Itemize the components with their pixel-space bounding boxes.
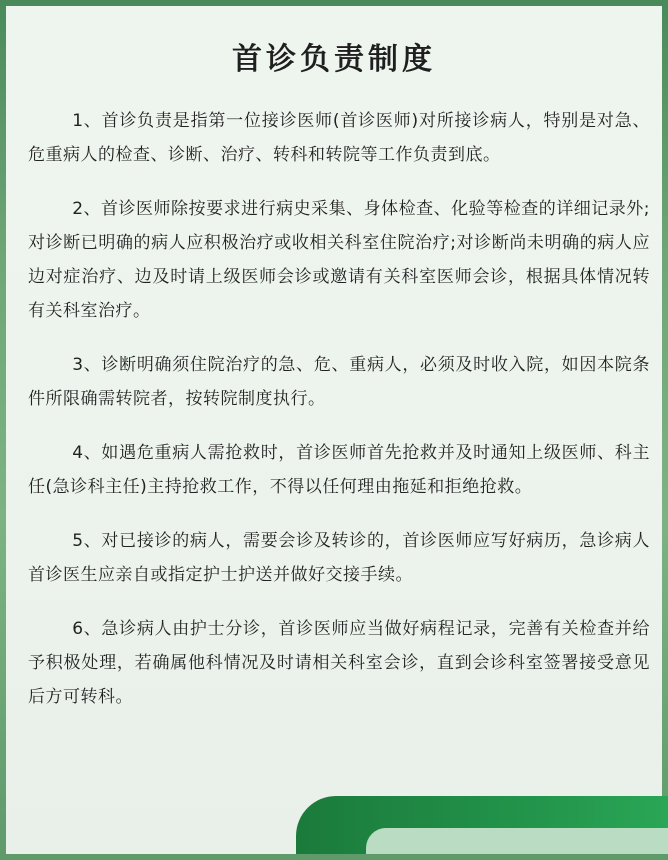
document-body <box>28 104 650 734</box>
document-title: 首诊负责制度 <box>232 42 436 77</box>
paragraph-1: 1、首诊负责是指第一位接诊医师(首诊医师)对所接诊病人，特别是对急、危重病人的检查、诊断、治疗、转科和转院等工作负责到底。 <box>28 111 650 165</box>
light-decorative-stripe <box>366 828 668 854</box>
paragraph-6: 6、急诊病人由护士分诊，首诊医师应当做好病程记录，完善有关检查并给予积极处理，若确属他科情况及时请相关科室会诊，直到会诊科室签署接受意见后方可转科。 <box>28 619 650 707</box>
notice-board <box>6 6 662 854</box>
paragraph-3: 3、诊断明确须住院治疗的急、危、重病人，必须及时收入院，如因本院条件所限确需转院者，按转院制度执行。 <box>28 355 650 409</box>
paragraph-4: 4、如遇危重病人需抢救时，首诊医师首先抢救并及时通知上级医师、科主任(急诊科主任)主持抢救工作，不得以任何理由拖延和拒绝抢救。 <box>28 443 650 497</box>
paragraph-2: 2、首诊医师除按要求进行病史采集、身体检查、化验等检查的详细记录外;对诊断已明确的病人应积极治疗或收相关科室住院治疗;对诊断尚未明确的病人应边对症治疗、边及时请上级医师会诊或邀请有关科室医师会诊，根据具体情况转有关科室治疗。 <box>28 199 650 321</box>
paragraph-5: 5、对已接诊的病人，需要会诊及转诊的，首诊医师应写好病历，急诊病人首诊医生应亲自或指定护士护送并做好交接手续。 <box>28 531 650 585</box>
